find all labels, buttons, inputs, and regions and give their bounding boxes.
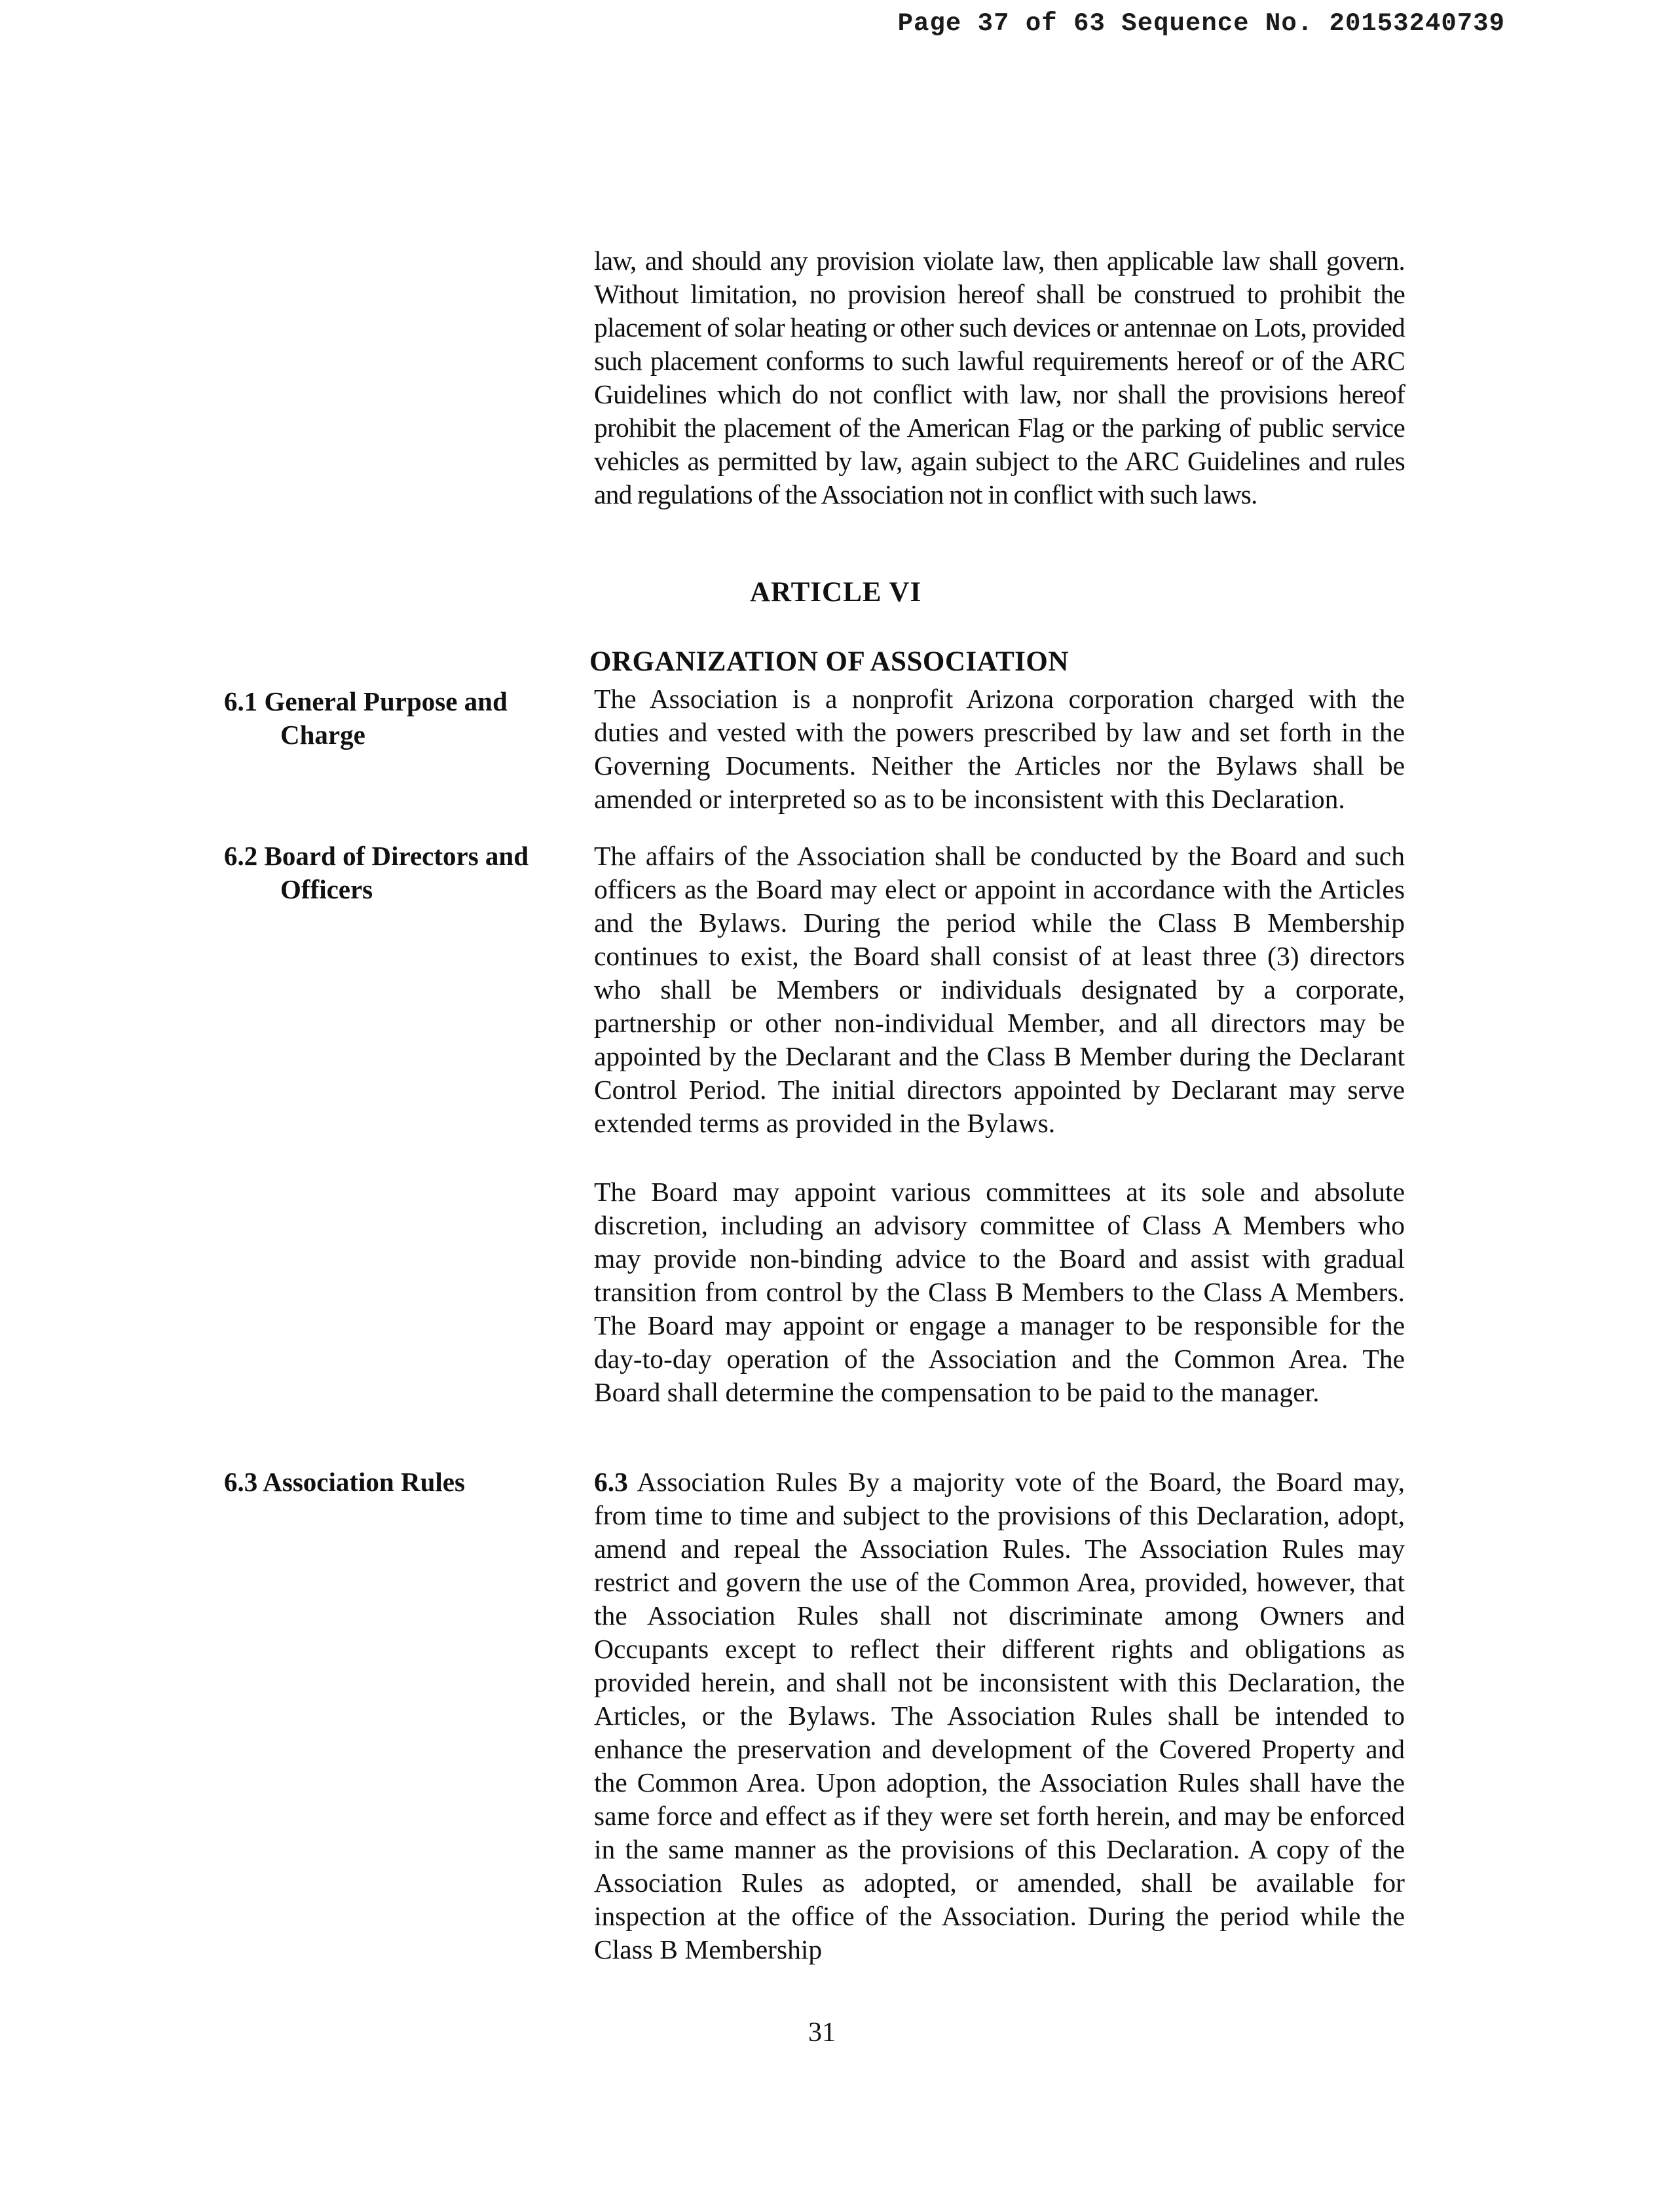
section-6-1-number: 6.1 [224,686,258,716]
page-number: 31 [808,2018,836,2048]
section-6-2-heading [224,839,529,906]
section-6-3-paragraph [594,1465,1405,1966]
section-6-3-heading [224,1465,465,1499]
section-6-2-number: 6.2 [224,841,258,871]
section-6-2-title-line1: Board of Directors and [264,841,529,871]
section-6-3-title: Association Rules [263,1467,465,1497]
section-6-2-paragraph-2: The Board may appoint various committees at its sole and absolute discretion, including an advisory committee of Class A Members who may provide non-binding advice to the Board and assist with gradual transition from control by the Class B Members to the Class A Members. The Board may appoint or engage a manager to be responsible for the day-to-day operation of the Association and the Common Area. The Board shall determine the compensation to be paid to the manager. [594,1177,1405,1407]
page-sequence-header: Page 37 of 63 Sequence No. 20153240739 [897,9,1505,38]
section-6-1-paragraph: The Association is a nonprofit Arizona corporation charged with the duties and vested with the powers prescribed by law and set forth in the Governing Documents. Neither the Articles nor the Bylaws shall be amended or interpreted so as to be inconsistent with this Declaration. [594,684,1405,814]
section-6-2-title-line2: Officers [280,874,373,904]
section-6-1-title-line1: General Purpose and [264,686,508,716]
article-number: ARTICLE VI [750,577,922,608]
continuation-paragraph: law, and should any provision violate law, then applicable law shall govern. Without limitation, no provision hereof shall be construed to prohibit the placement of solar heating or other such devices or antennae on Lots, provided such placement conforms to such lawful requirements hereof or of the ARC Guidelines which do not conflict with law, nor shall the provisions hereof prohibit the placement of the American Flag or the parking of public service vehicles as permitted by law, again subject to the ARC Guidelines and rules and regulations of the Association not in conflict with such laws. [594,246,1405,509]
section-6-3-text: Association Rules By a majority vote of the Board, the Board may, from time to time and subject to the provisions of this Declaration, adopt, amend and repeal the Association Rules. The Association Rules may restrict and govern the use of the Common Area, provided, however, that the Association Rules shall not discriminate among Owners and Occupants except to reflect their different rights and obligations as provided herein, and shall not be inconsistent with this Declaration, the Articles, or the Bylaws. The Association Rules shall be intended to enhance the preservation and development of the Covered Property and the Common Area. Upon adoption, the Association Rules shall have the same force and effect as if they were set forth herein, and may be enforced in the same manner as the provisions of this Declaration. A copy of the Association Rules as adopted, or amended, shall be available for inspection at the office of the Association. During the period while the Class B Membership [594,1467,1405,1964]
section-6-3-number: 6.3 [224,1467,258,1497]
section-6-1-heading [224,685,508,752]
section-6-1-title-line2: Charge [280,720,365,750]
section-6-2-paragraph-1: The affairs of the Association shall be conducted by the Board and such officers as the Board may elect or appoint in accordance with the Articles and the Bylaws. During the period while the Class B Membership continues to exist, the Board shall consist of at least three (3) directors who shall be Members or individuals designated by a corporate, partnership or other non-individual Member, and all directors may be appointed by the Declarant and the Class B Member during the Declarant Control Period. The initial directors appointed by Declarant may serve extended terms as provided in the Bylaws. [594,841,1405,1138]
section-6-3-inline-number: 6.3 [594,1467,628,1497]
article-title: ORGANIZATION OF ASSOCIATION [589,646,1069,677]
